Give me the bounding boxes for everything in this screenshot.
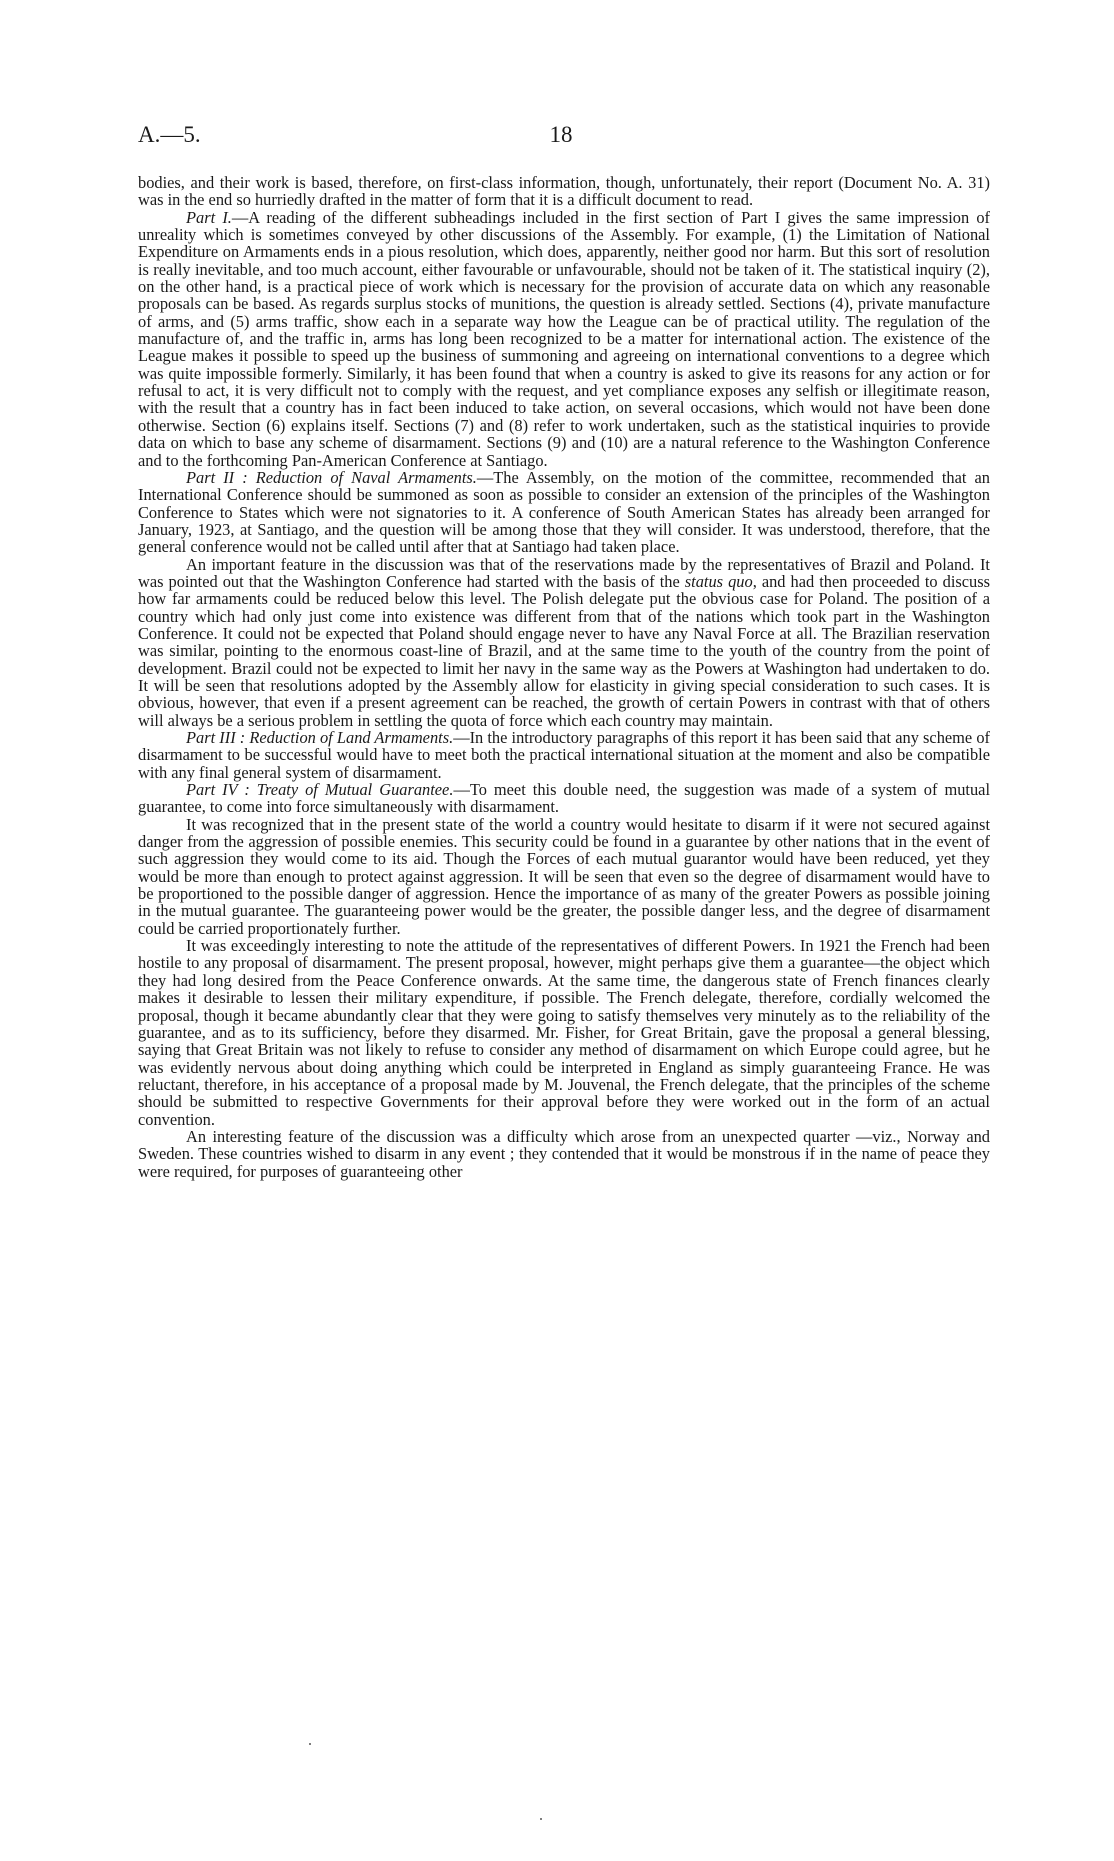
paragraph-text: —A reading of the different subheadings included in the first section of Part I gives the same impression of unreality which is sometimes conveyed by other discussions of the Assembly. For example, (1) the Limitation of National Expenditure on Armaments ends in a pious resolution, which does, apparently, neither good nor harm. But this sort of resolution is really inevitable, and too much account, either favourable or unfavourable, should not be taken of it. The statistical inquiry (2), on the other hand, is a practical piece of work which is necessary for the provision of accurate data on which any reasonable proposals can be based. As regards surplus stocks of munitions, the question is already settled. Sections (4), private manufacture of arms, and (5) arms traffic, show each in a separate way how the League can be of practical utility. The regulation of the manufacture of, and the traffic in, arms has long been recognized to be a matter for international action. The existence of the League makes it possible to speed up the business of summoning and agreeing on international conventions to a degree which was quite impossible formerly. Similarly, it has been found that when a country is asked to give its reasons for any action or for refusal to act, it is very difficult not to comply with the request, and yet compliance exposes any selfish or illegitimate reason, with the result that a country has in fact been induced to take action, on several occasions, which would not have been done otherwise. Section (6) explains itself. Sections (7) and (8) refer to work undertaken, such as the statistical inquiries to provide data on which to base any scheme of disarmament. Sections (9) and (10) are a natural reference to the Washington Conference and to the forthcoming Pan-American Conference at Santiago. (138, 207, 990, 470)
paragraph-text: , and had then proceeded to discuss how far armaments could be reduced below this level. The Polish delegate put the obvious case for Poland. The position of a country which had only just come into existence was different from that of the nations which took part in the Washington Conference. It could not be expected that Poland should engage never to have any Naval Force at all. The Brazilian reservation was similar, pointing to the enormous coast-line of Brazil, and at the same time to the youth of the country from the point of development. Brazil could not be expected to limit her navy in the same way as the Powers at Washington had undertaken to do. It will be seen that resolutions adopted by the Assembly allow for elasticity in giving special consideration to such cases. It is obvious, however, that even if a present agreement can be reached, the growth of certain Powers in contrast with that of others will always be a serious problem in settling the quota of force which each country may maintain. (138, 571, 990, 730)
paragraph-text: —To meet this double need, the suggestion was made of a system of mutual guarantee, to come into force simultaneously with disarmament. (138, 780, 991, 817)
body-paragraph (138, 781, 990, 816)
paragraph-text: —The Assembly, on the motion of the committee, recommended that an International Conference should be summoned as soon as possible to consider an extension of the principles of the Washington Conference to States which were not signatories to it. A conference of South American States has already been arranged for January, 1923, at Santiago, and the question will be among those that they will consider. It was understood, therefore, that the general conference would not be called until after that at Santiago had taken place. (138, 467, 990, 557)
page-number: 18 (549, 122, 573, 147)
italic-text: status quo (684, 571, 753, 591)
document-reference: A.—5. (138, 122, 201, 147)
scan-speck (540, 1818, 542, 1820)
italic-text: Part IV : Treaty of Mutual Guarantee. (186, 780, 454, 800)
paragraph-text: An important feature in the discussion was that of the reservations made by the representatives of Brazil and Poland. It was pointed out that the Washington Conference had started with the basis of the (138, 554, 990, 591)
scan-speck (309, 1743, 311, 1745)
body-paragraph (138, 816, 990, 937)
body-paragraph (138, 174, 990, 209)
paragraph-text: An interesting feature of the discussion was a difficulty which arose from an unexpected quarter —viz., Norway and Sweden. These countries wished to disarm in any event ; they contended that it would be monstrous if in the name of peace they were required, for purposes of guaranteeing other (138, 1126, 990, 1181)
document-body (138, 174, 990, 1180)
paragraph-text: It was recognized that in the present state of the world a country would hesitate to disarm if it were not secured against danger from the aggression of possible enemies. This security could be found in a guarantee by other nations that in the event of such aggression they would come to its aid. Though the Forces of each mutual guarantor would have been reduced, yet they would be more than enough to protect against aggression. It will be seen that even so the degree of disarmament would have to be proportioned to the possible danger of aggression. Hence the importance of as many of the greater Powers as possible joining in the mutual guarantee. The guaranteeing power would be the greater, the possible danger less, and the degree of disarmament could be carried proportionately further. (138, 814, 990, 938)
italic-text: Part I. (186, 207, 232, 227)
paragraph-text: bodies, and their work is based, therefore, on first-class information, though, unfortunately, their report (Document No. A. 31) was in the end so hurriedly drafted in the matter of form that it is a difficult document to read. (138, 173, 990, 210)
paragraph-text: It was exceedingly interesting to note the attitude of the representatives of different Powers. In 1921 the French had been hostile to any proposal of disarmament. The present proposal, however, might perhaps give them a guarantee—the object which they had long desired from the Peace Conference onwards. At the same time, the dangerous state of French finances clearly makes it desirable to lessen their military expenditure, if possible. The French delegate, therefore, cordially welcomed the proposal, though it became abundantly clear that they were going to satisfy themselves very minutely as to the reliability of the guarantee, and as to its sufficiency, before they disarmed. Mr. Fisher, for Great Britain, gave the proposal a general blessing, saying that Great Britain was not likely to refuse to consider any method of disarmament on which Europe could agree, but he was evidently nervous about doing anything which could be interpreted in England as simply guaranteeing France. He was reluctant, therefore, in his acceptance of a proposal made by M. Jouvenal, the French delegate, that the principles of the scheme should be submitted to respective Governments for their approval before they were worked out in the form of an actual convention. (138, 936, 990, 1129)
italic-text: Part II : Reduction of Naval Armaments. (186, 467, 477, 487)
body-paragraph (138, 729, 990, 781)
italic-text: Part III : Reduction of Land Armaments. (186, 728, 454, 747)
body-paragraph (138, 469, 990, 556)
paragraph-text: —In the introductory paragraphs of this report it has been said that any scheme of disarmament to be successful would have to meet both the practical international situation at the moment and also be compatible with any final general system of disarmament. (138, 728, 990, 782)
body-paragraph (138, 556, 990, 729)
body-paragraph (138, 209, 990, 469)
page-header (138, 122, 984, 152)
body-paragraph (138, 937, 990, 1128)
body-paragraph (138, 1128, 990, 1180)
